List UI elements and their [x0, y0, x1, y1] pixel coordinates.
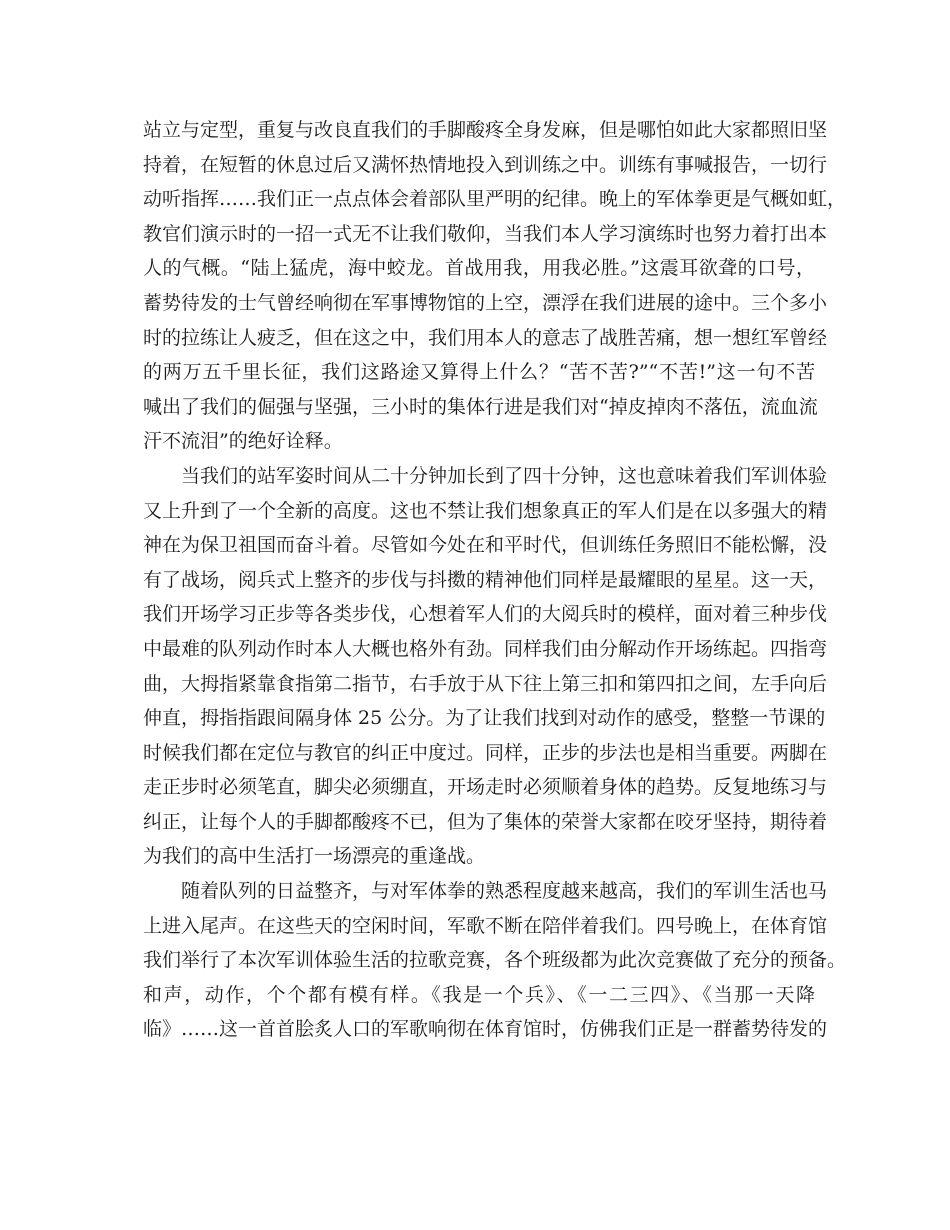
text-line: 为我们的高中生活打一场漂亮的重逢战。	[143, 845, 486, 868]
text-line: 走正步时必须笔直，脚尖必须绷直，开场走时必须顺着身体的趋势。反复地练习与	[143, 776, 828, 799]
text-line: 临》……这一首首脍炙人口的军歌响彻在体育馆时，仿佛我们正是一群蓄势待发的	[143, 1018, 828, 1041]
text-line: 曲，大拇指紧靠食指第二指节，右手放于从下往上第三扣和第四扣之间，左手向后	[143, 672, 828, 695]
text-line: 时的拉练让人疲乏，但在这之中，我们用本人的意志了战胜苦痛，想一想红军曾经	[143, 326, 828, 349]
text-line: 随着队列的日益整齐，与对军体拳的熟悉程度越来越高，我们的军训生活也马	[143, 880, 828, 903]
text-line: 中最难的队列动作时本人大概也格外有劲。同样我们由分解动作开场练起。四指弯	[143, 637, 828, 660]
text-line: 当我们的站军姿时间从二十分钟加长到了四十分钟，这也意味着我们军训体验	[143, 464, 828, 487]
text-line: 动听指挥……我们正一点点体会着部队里严明的纪律。晚上的军体拳更是气概如虹，	[143, 188, 847, 211]
text-line: 有了战场，阅兵式上整齐的步伐与抖擞的精神他们同样是最耀眼的星星。这一天，	[143, 568, 828, 591]
text-line: 人的气概。“陆上猛虎，海中蛟龙。首战用我，用我必胜。”这震耳欲聋的口号，	[143, 257, 815, 280]
text-line: 我们开场学习正步等各类步伐，心想着军人们的大阅兵时的模样，面对着三种步伐	[143, 603, 828, 626]
text-line: 汗不流泪”的绝好诠释。	[143, 430, 343, 453]
text-line: 和声，动作，个个都有模有样。《我是一个兵》、《一二三四》、《当那一天降	[143, 983, 815, 1006]
text-line: 喊出了我们的倔强与坚强，三小时的集体行进是我们对“掉皮掉肉不落伍，流血流	[143, 395, 818, 418]
text-line: 神在为保卫祖国而奋斗着。尽管如今处在和平时代，但训练任务照旧不能松懈，没	[143, 534, 828, 557]
text-line: 纠正，让每个人的手脚都酸疼不已，但为了集体的荣誉大家都在咬牙坚持，期待着	[143, 810, 828, 833]
text-line: 蓄势待发的士气曾经响彻在军事博物馆的上空，漂浮在我们进展的途中。三个多小	[143, 291, 828, 314]
text-line: 伸直，拇指指跟间隔身体 25 公分。为了让我们找到对动作的感受，整整一节课的	[143, 707, 826, 730]
text-line: 持着，在短暂的休息过后又满怀热情地投入到训练之中。训练有事喊报告，一切行	[143, 153, 828, 176]
text-line: 教官们演示时的一招一式无不让我们敬仰，当我们本人学习演练时也努力着打出本	[143, 222, 828, 245]
text-line: 站立与定型，重复与改良直我们的手脚酸疼全身发麻，但是哪怕如此大家都照旧坚	[143, 119, 828, 141]
text-line: 上进入尾声。在这些天的空闲时间，军歌不断在陪伴着我们。四号晚上，在体育馆	[143, 914, 828, 937]
document-body-text	[143, 113, 847, 1047]
text-line: 的两万五千里长征，我们这路途又算得上什么？“苦不苦?”“不苦!”这一句不苦	[143, 361, 815, 384]
text-line: 又上升到了一个全新的高度。这也不禁让我们想象真正的军人们是在以多强大的精	[143, 499, 828, 522]
text-line: 我们举行了本次军训体验生活的拉歌竞赛，各个班级都为此次竞赛做了充分的预备。	[143, 949, 847, 972]
text-line: 时候我们都在定位与教官的纠正中度过。同样，正步的步法也是相当重要。两脚在	[143, 741, 828, 764]
